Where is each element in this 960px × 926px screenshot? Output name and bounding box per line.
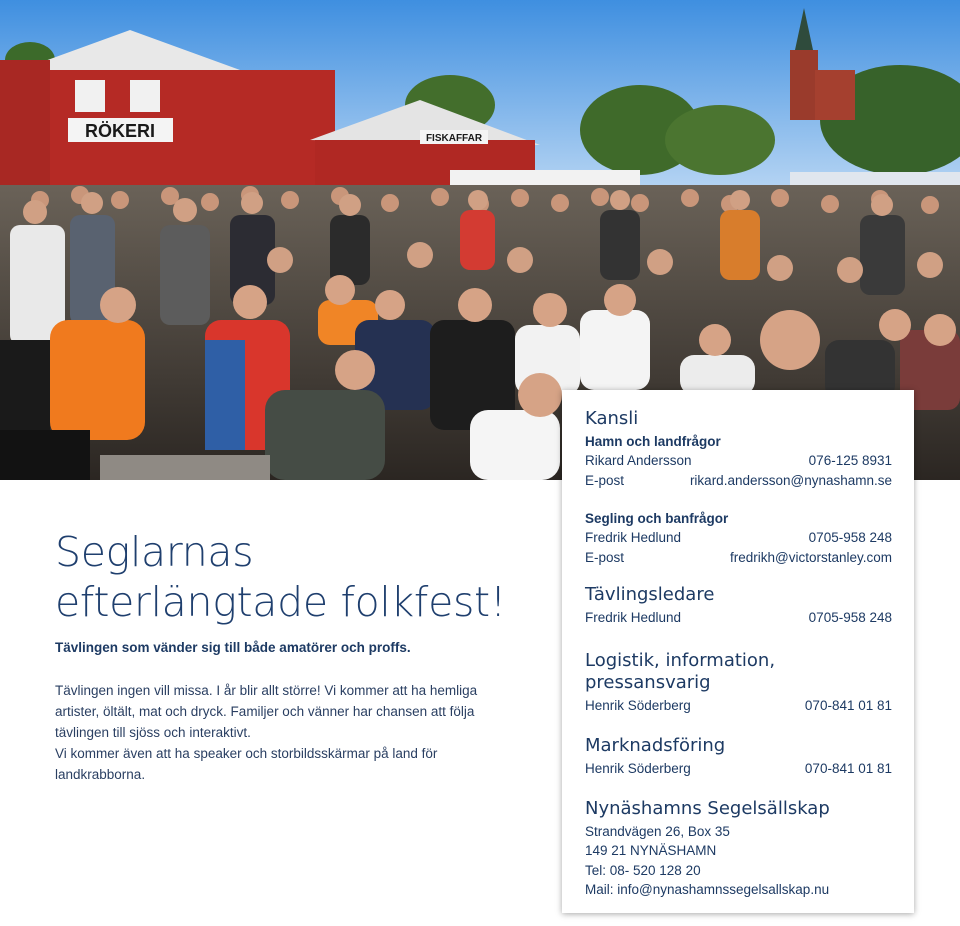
email-link[interactable]: rikard.andersson@nynashamn.se <box>689 472 892 488</box>
section-segling <box>585 509 892 567</box>
section-title: Kansli <box>585 408 639 429</box>
contact-name: Fredrik Hedlund <box>585 530 682 545</box>
section-segelsallskap <box>585 798 892 900</box>
contact-phone: 0705-958 248 <box>808 530 892 545</box>
contact-row <box>585 451 892 471</box>
contact-name: Henrik Söderberg <box>585 761 691 776</box>
contact-row <box>585 528 892 548</box>
sign-rokeri: RÖKERI <box>84 121 156 141</box>
contact-phone: 076-125 8931 <box>808 453 892 468</box>
section-title: Marknadsföring <box>585 735 726 756</box>
email-row <box>585 548 892 568</box>
section-title: Tävlingsledare <box>585 584 715 605</box>
contact-name: Fredrik Hedlund <box>585 610 682 625</box>
email-link[interactable]: fredrikh@victorstanley.com <box>730 549 892 565</box>
contact-phone: 0705-958 248 <box>808 610 892 625</box>
contact-phone: 070-841 01 81 <box>804 761 892 776</box>
mail-line[interactable]: Mail: info@nynashamnssegelsallskap.nu <box>585 882 830 897</box>
postal-line: 149 21 NYNÄSHAMN <box>585 843 717 858</box>
headline: Seglarnas efterlängtade folkfest! <box>55 528 506 626</box>
contact-row <box>585 608 892 628</box>
contact-name: Rikard Andersson <box>585 453 692 468</box>
contact-row <box>585 759 892 779</box>
email-label: E-post <box>585 472 625 488</box>
email-label: E-post <box>585 549 625 565</box>
section-kansli <box>585 408 892 490</box>
section-subtitle: Hamn och landfrågor <box>585 434 721 449</box>
contact-name: Henrik Söderberg <box>585 697 691 713</box>
section-title: Nynäshamns Segelsällskap <box>585 797 830 819</box>
section-tavlingsledare <box>585 584 892 628</box>
subheadline: Tävlingen som vänder sig till både amatörer och proffs. <box>55 640 411 655</box>
contact-row <box>585 696 892 716</box>
contact-card <box>562 390 914 913</box>
address-line: Strandvägen 26, Box 35 <box>585 823 730 839</box>
sign-fiskaffar: FISKAFFAR <box>425 133 483 144</box>
section-subtitle: Segling och banfrågor <box>585 511 729 526</box>
body-paragraph: Tävlingen ingen vill missa. I år blir allt större! Vi kommer att ha hemliga artister, öltält, mat och dryck. Familjer och vänner har chansen att följa tävlingen till sjöss och interaktivt. <box>55 683 478 740</box>
section-marknadsforing <box>585 735 892 779</box>
body-paragraph: Vi kommer även att ha speaker och storbildsskärmar på land för landkrabborna. <box>55 746 438 782</box>
section-logistik <box>585 650 892 716</box>
section-title: Logistik, information, pressansvarig <box>585 649 776 693</box>
contact-phone: 070-841 01 81 <box>804 697 892 713</box>
phone-line: Tel: 08- 520 128 20 <box>585 862 701 878</box>
email-row <box>585 471 892 491</box>
body-text <box>55 680 525 785</box>
